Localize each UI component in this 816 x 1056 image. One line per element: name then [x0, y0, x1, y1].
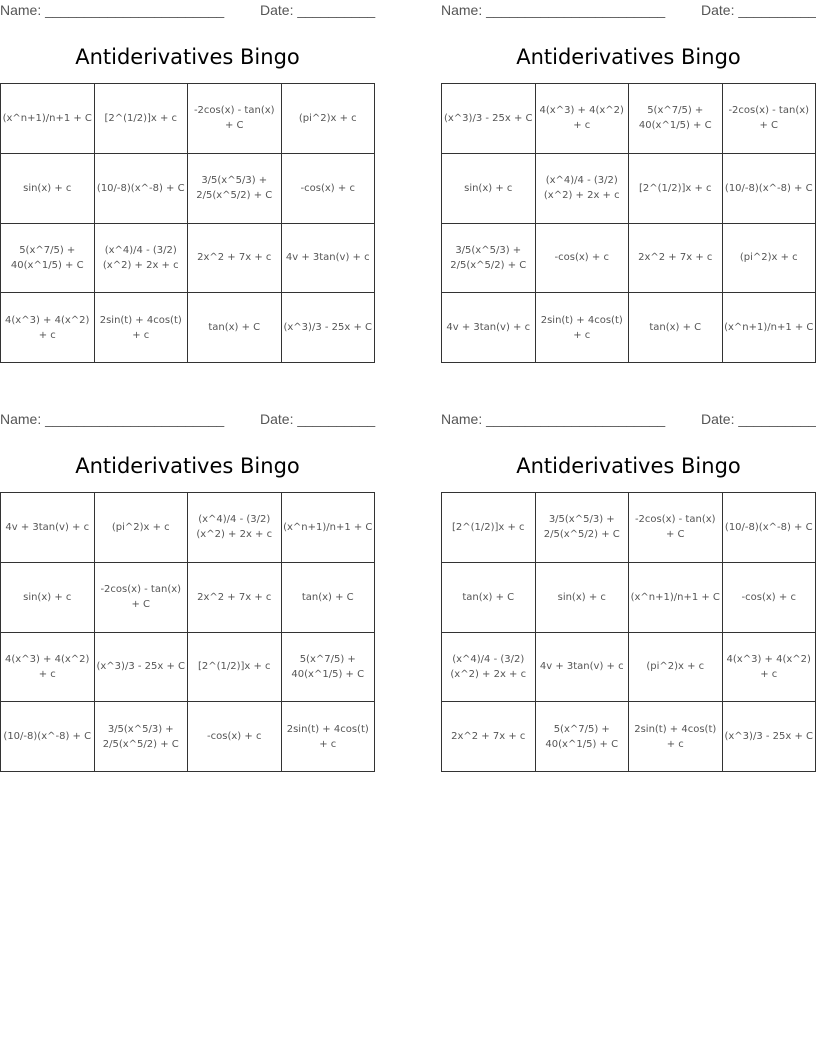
bingo-cell: (x^4)/4 - (3/2)(x^2) + 2x + c [536, 154, 630, 224]
bingo-cell: sin(x) + c [536, 563, 630, 633]
bingo-cell: (x^3)/3 - 25x + C [282, 293, 376, 363]
date-field-label: Date: __________ [701, 2, 816, 18]
bingo-cell: 5(x^7/5) + 40(x^1/5) + C [282, 633, 376, 703]
bingo-cell: 4v + 3tan(v) + c [536, 633, 630, 703]
bingo-cell: -2cos(x) - tan(x) + C [723, 84, 816, 154]
bingo-cell: (x^3)/3 - 25x + C [442, 84, 536, 154]
bingo-cell: (10/-8)(x^-8) + C [1, 702, 95, 772]
bingo-cell: tan(x) + C [442, 563, 536, 633]
bingo-cell: (10/-8)(x^-8) + C [95, 154, 189, 224]
bingo-cell: 2sin(t) + 4cos(t) + c [629, 702, 723, 772]
bingo-cell: sin(x) + c [1, 154, 95, 224]
bingo-cell: 5(x^7/5) + 40(x^1/5) + C [629, 84, 723, 154]
date-field-label: Date: __________ [260, 2, 376, 18]
name-date-line [441, 0, 816, 22]
bingo-cell: 4(x^3) + 4(x^2) + c [1, 293, 95, 363]
bingo-cell: [2^(1/2)]x + c [442, 493, 536, 563]
bingo-cell: (x^n+1)/n+1 + C [629, 563, 723, 633]
bingo-cell: (x^4)/4 - (3/2)(x^2) + 2x + c [95, 224, 189, 294]
bingo-cell: 2x^2 + 7x + c [188, 563, 282, 633]
bingo-cell: 4(x^3) + 4(x^2) + c [536, 84, 630, 154]
bingo-cell: 4v + 3tan(v) + c [1, 493, 95, 563]
bingo-cell: tan(x) + C [188, 293, 282, 363]
bingo-cell: 2sin(t) + 4cos(t) + c [282, 702, 376, 772]
bingo-cell: (x^n+1)/n+1 + C [282, 493, 376, 563]
name-date-line [0, 0, 375, 22]
bingo-cell: [2^(1/2)]x + c [629, 154, 723, 224]
bingo-cell: (x^3)/3 - 25x + C [723, 702, 816, 772]
bingo-cell: (x^4)/4 - (3/2)(x^2) + 2x + c [442, 633, 536, 703]
name-field-label: Name: _______________________ [0, 2, 225, 18]
bingo-cell: 3/5(x^5/3) + 2/5(x^5/2) + C [536, 493, 630, 563]
bingo-cell: [2^(1/2)]x + c [95, 84, 189, 154]
bingo-cell: 2x^2 + 7x + c [629, 224, 723, 294]
bingo-cell: 2x^2 + 7x + c [442, 702, 536, 772]
bingo-grid [441, 492, 816, 772]
bingo-cell: tan(x) + C [282, 563, 376, 633]
bingo-cell: 2sin(t) + 4cos(t) + c [95, 293, 189, 363]
card-title: Antiderivatives Bingo [75, 45, 300, 69]
bingo-cell: 3/5(x^5/3) + 2/5(x^5/2) + C [188, 154, 282, 224]
bingo-cell: sin(x) + c [1, 563, 95, 633]
bingo-cell: 5(x^7/5) + 40(x^1/5) + C [536, 702, 630, 772]
bingo-cell: 2x^2 + 7x + c [188, 224, 282, 294]
bingo-cell: (x^3)/3 - 25x + C [95, 633, 189, 703]
bingo-card [441, 0, 816, 341]
bingo-grid [0, 492, 375, 772]
date-field-label: Date: __________ [701, 411, 816, 427]
bingo-cell: -cos(x) + c [188, 702, 282, 772]
bingo-cell: [2^(1/2)]x + c [188, 633, 282, 703]
bingo-cell: (x^n+1)/n+1 + C [723, 293, 816, 363]
bingo-card [0, 0, 376, 341]
bingo-cell: -2cos(x) - tan(x) + C [629, 493, 723, 563]
name-date-line [0, 409, 375, 431]
bingo-cell: (pi^2)x + c [282, 84, 376, 154]
bingo-cell: -2cos(x) - tan(x) + C [188, 84, 282, 154]
bingo-grid [441, 83, 816, 363]
bingo-cell: (pi^2)x + c [95, 493, 189, 563]
bingo-cell: 4(x^3) + 4(x^2) + c [723, 633, 816, 703]
bingo-cell: 2sin(t) + 4cos(t) + c [536, 293, 630, 363]
date-field-label: Date: __________ [260, 411, 376, 427]
bingo-cell: (x^n+1)/n+1 + C [1, 84, 95, 154]
name-field-label: Name: _______________________ [441, 2, 666, 18]
bingo-cell: 4v + 3tan(v) + c [282, 224, 376, 294]
bingo-cell: 3/5(x^5/3) + 2/5(x^5/2) + C [95, 702, 189, 772]
bingo-cell: -cos(x) + c [723, 563, 816, 633]
bingo-cell: (x^4)/4 - (3/2)(x^2) + 2x + c [188, 493, 282, 563]
bingo-card [441, 409, 816, 750]
bingo-cell: (10/-8)(x^-8) + C [723, 154, 816, 224]
bingo-cell: (pi^2)x + c [629, 633, 723, 703]
bingo-cell: 4(x^3) + 4(x^2) + c [1, 633, 95, 703]
bingo-grid [0, 83, 375, 363]
bingo-cell: 3/5(x^5/3) + 2/5(x^5/2) + C [442, 224, 536, 294]
card-title: Antiderivatives Bingo [516, 454, 741, 478]
bingo-card [0, 409, 376, 750]
bingo-cell: (pi^2)x + c [723, 224, 816, 294]
bingo-cell: -cos(x) + c [282, 154, 376, 224]
bingo-cell: 4v + 3tan(v) + c [442, 293, 536, 363]
card-title: Antiderivatives Bingo [75, 454, 300, 478]
name-date-line [441, 409, 816, 431]
bingo-cell: -cos(x) + c [536, 224, 630, 294]
card-title: Antiderivatives Bingo [516, 45, 741, 69]
bingo-cell: sin(x) + c [442, 154, 536, 224]
name-field-label: Name: _______________________ [441, 411, 666, 427]
bingo-cell: tan(x) + C [629, 293, 723, 363]
bingo-cell: 5(x^7/5) + 40(x^1/5) + C [1, 224, 95, 294]
bingo-cell: -2cos(x) - tan(x) + C [95, 563, 189, 633]
bingo-cell: (10/-8)(x^-8) + C [723, 493, 816, 563]
name-field-label: Name: _______________________ [0, 411, 225, 427]
